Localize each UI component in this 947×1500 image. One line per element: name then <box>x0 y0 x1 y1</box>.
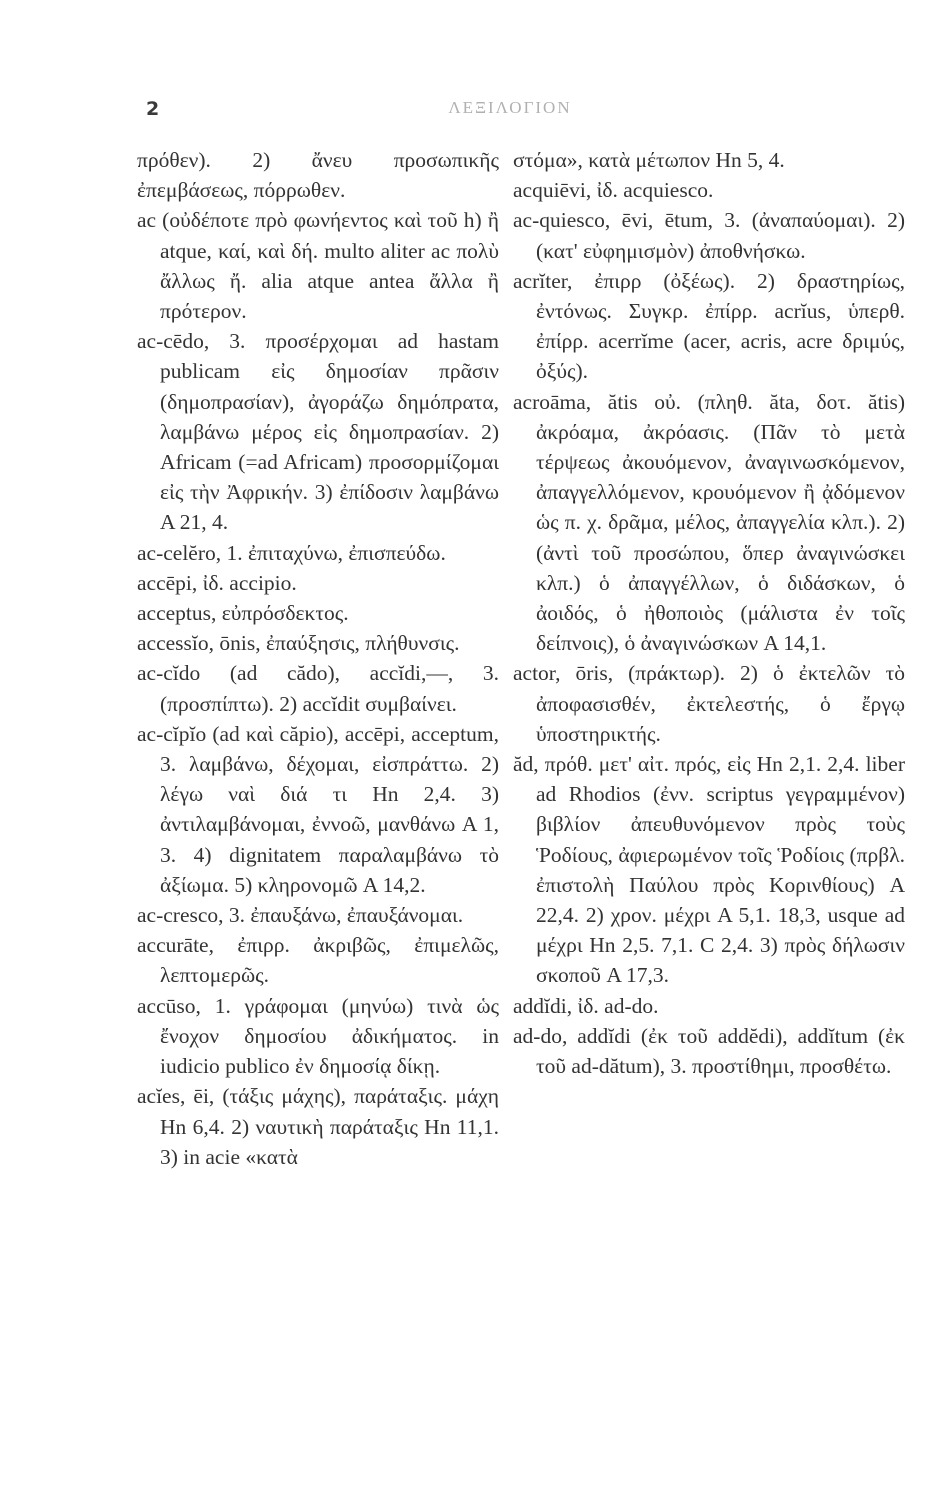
dictionary-entry: ac (οὐδέποτε πρὸ φωνήεντος καὶ τοῦ h) ἢ atque, καί, καὶ δή. multo aliter ac πολὺ ἄλλως ἤ. alia atque antea ἄλλα ἢ πρότερον. <box>137 208 499 324</box>
dictionary-entry: accūso, 1. γράφομαι (μηνύω) τινὰ ὡς ἔνοχον δημοσίου ἀδικήματος. in iudicio publico ἐν δημοσίᾳ δίκῃ. <box>137 993 499 1079</box>
dictionary-entry: accēpi, ἰδ. accipio. <box>137 570 297 595</box>
left-column <box>137 145 499 1172</box>
dictionary-entry: acroāma, ătis οὐ. (πληθ. ăta, δοτ. ătis) ἀκρόαμα, ἀκρόασις. (Πᾶν τὸ μετὰ τέρψεως ἀκουόμενον, ἀναγινωσκόμενον, ἀπαγγελλόμενον, κρουόμενον ἢ ᾀδόμενον ὡς π. χ. δρᾶμα, μέλος, ἀπαγγελία κλπ.). 2) (ἀντὶ τοῦ προσώπου, ὅπερ ἀναγινώσκει κλπ.) ὁ ἀπαγγέλλων, ὁ διδάσκων, ὁ ἀοιδός, ὁ ἠθοποιὸς (μάλιστα ἐν τοῖς δείπνοις), ὁ ἀναγινώσκων A 14,1. <box>513 389 905 656</box>
dictionary-entry: πρόθεν). 2) ἄνευ προσωπικῆς ἐπεμβάσεως, πόρρωθεν. <box>137 148 499 203</box>
dictionary-entry: ac-cĭdo (ad cădo), accĭdi,—, 3. (προσπίπτω). 2) accĭdit συμβαίνει. <box>137 661 499 716</box>
dictionary-entry: στόμα», κατὰ μέτωπον Hn 5, 4. <box>513 148 785 172</box>
right-column <box>513 145 905 1081</box>
dictionary-entry: acceptus, εὐπρόσδεκτος. <box>137 601 349 626</box>
page-number: 2 <box>146 98 160 120</box>
dictionary-entry: acĭes, ēi, (τάξις μάχης), παράταξις. μάχη Hn 6,4. 2) ναυτικὴ παράταξις Hn 11,1. 3) in acie «κατὰ <box>137 1084 499 1169</box>
dictionary-entry: ad-do, addĭdi (ἐκ τοῦ addĕdi), addĭtum (ἐκ τοῦ ad-dătum), 3. προστίθημι, προσθέτω. <box>513 1023 905 1079</box>
dictionary-entry: ac-quiesco, ēvi, ētum, 3. (ἀναπαύομαι). 2) (κατ' εὐφημισμὸν) ἀποθνήσκω. <box>513 208 905 263</box>
dictionary-entry: accurāte, ἐπιρρ. ἀκριβῶς, ἐπιμελῶς, λεπτομερῶς. <box>137 933 499 988</box>
running-title: ΛΕΞΙΛΟΓΙΟΝ <box>448 98 572 117</box>
dictionary-entry: ac-cĭpĭo (ad καὶ căpio), accēpi, acceptum, 3. λαμβάνω, δέχομαι, εἰσπράττω. 2) λέγω ναὶ διά τι Hn 2,4. 3) ἀντιλαμβάνομαι, ἐννοῶ, μανθάνω A 1, 3. 4) dignitatem παραλαμβάνω τὸ ἀξίωμα. 5) κληρονομῶ A 14,2. <box>137 721 499 897</box>
dictionary-entry: acrĭter, ἐπιρρ (ὀξέως). 2) δραστηρίως, ἐντόνως. Συγκρ. ἐπίρρ. acrĭus, ὑπερθ. ἐπίρρ. acerrĭme (acer, acris, acre δριμύς, ὀξύς). <box>513 268 905 384</box>
dictionary-entry: ac-celĕro, 1. ἐπιταχύνω, ἐπισπεύδω. <box>137 540 446 565</box>
dictionary-entry: actor, ōris, (πράκτωρ). 2) ὁ ἐκτελῶν τὸ ἀποφασισθέν, ἐκτελεστής, ὁ ἔργῳ ὑποστηρικτής. <box>513 661 905 746</box>
dictionary-entry: ăd, πρόθ. μετ' αἰτ. πρός, εἰς Hn 2,1. 2,4. liber ad Rhodios (ἐνν. scriptus γεγραμμένον) βιβλίον ἀπευθυνόμενον πρὸς τοὺς Ῥοδίους, ἀφιερωμένον τοῖς Ῥοδίοις (πρβλ. ἐπιστολὴ Παύλου πρὸς Κορινθίους) A 22,4. 2) χρον. μέχρι A 5,1. 18,3, usque ad μέχρι Hn 2,5. 7,1. C 2,4. 3) πρὸς δήλωσιν σκοποῦ A 17,3. <box>513 752 905 988</box>
dictionary-entry: acquiēvi, ἰδ. acquiesco. <box>513 178 714 203</box>
dictionary-entry: accessĭo, ōnis, ἐπαύξησις, πλήθυνσις. <box>137 631 460 656</box>
dictionary-entry: ac-cresco, 3. ἐπαυξάνω, ἐπαυξάνομαι. <box>137 903 464 928</box>
dictionary-entry: addĭdi, ἰδ. ad-do. <box>513 993 659 1018</box>
dictionary-entry: ac-cēdo, 3. προσέρχομαι ad hastam publicam εἰς δημοσίαν πρᾶσιν (δημοπρασίαν), ἀγοράζω δημόπρατα, λαμβάνω μέρος εἰς δημοπρασίαν. 2) Africam (=ad Africam) προσορμίζομαι εἰς τὴν Ἀφρικήν. 3) ἐπίδοσιν λαμβάνω A 21, 4. <box>137 329 499 535</box>
